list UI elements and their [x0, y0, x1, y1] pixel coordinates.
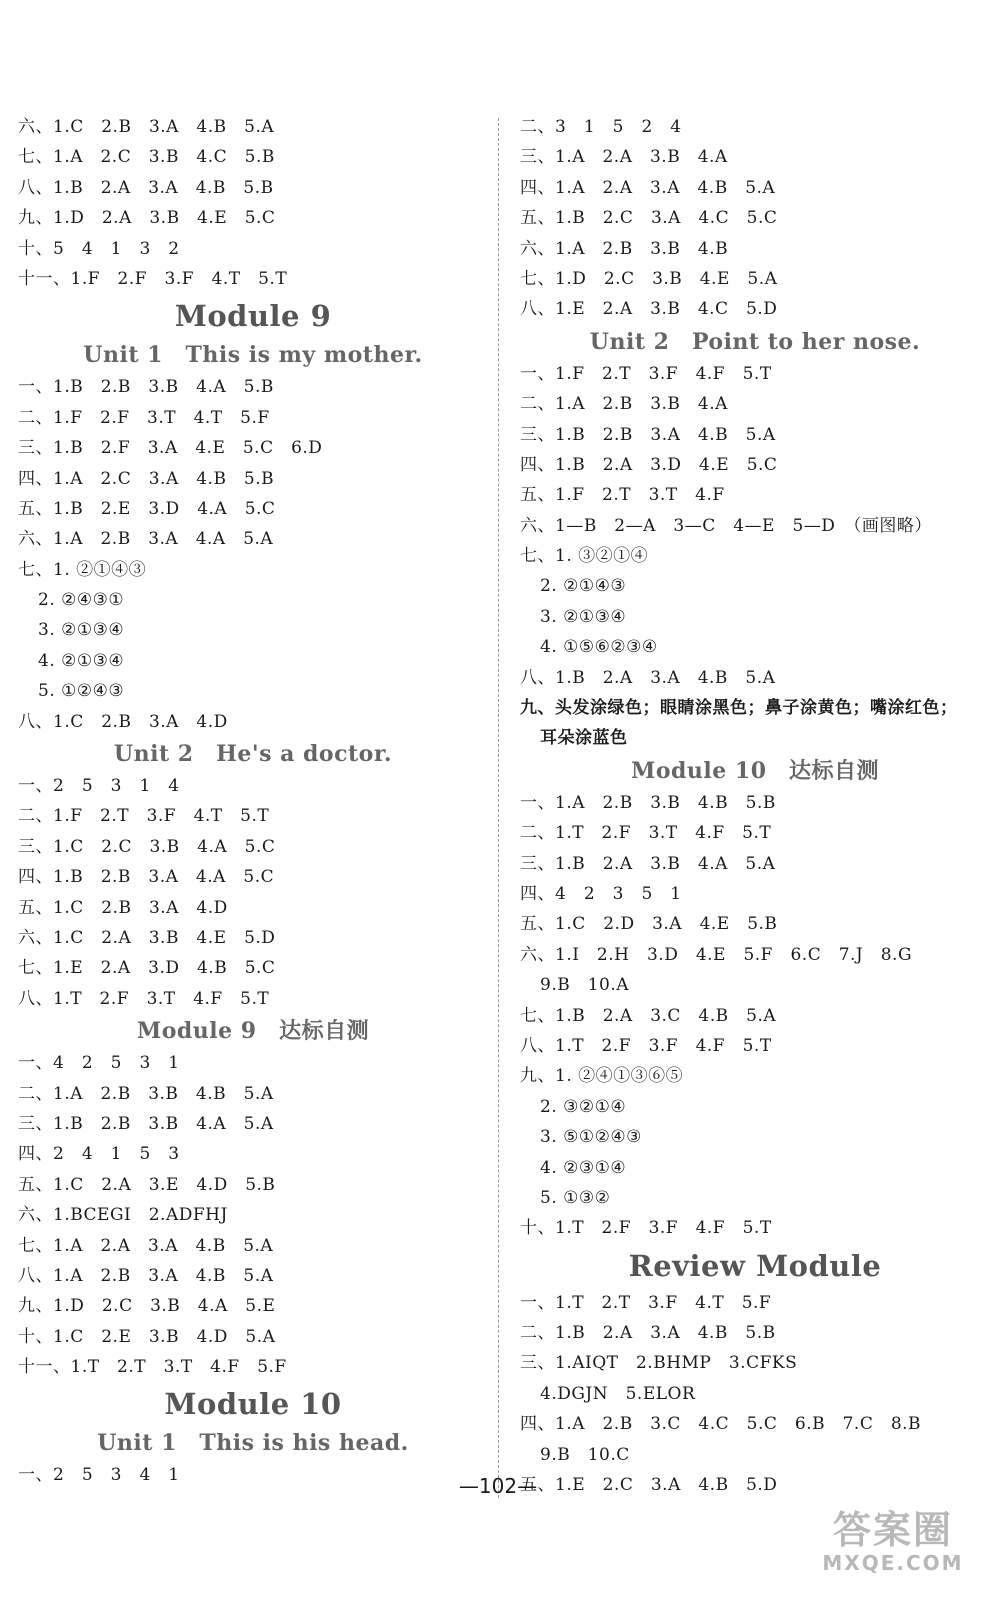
unit-heading: Module 9 达标自测 [136, 1018, 370, 1045]
answer-line-continued: 5. ①③② [540, 1187, 611, 1208]
answer-line: 五、1.C 2.A 3.E 4.D 5.B [18, 1174, 276, 1195]
answer-line: 七、1.A 2.A 3.A 4.B 5.A [18, 1235, 274, 1256]
answer-line: 七、1.E 2.A 3.D 4.B 5.C [18, 958, 276, 979]
answer-line: 四、1.A 2.C 3.A 4.B 5.B [18, 468, 275, 489]
answer-line: 三、1.C 2.C 3.B 4.A 5.C [18, 836, 276, 857]
answer-line: 五、1.B 2.E 3.D 4.A 5.C [18, 498, 276, 519]
answer-line: 三、1.B 2.F 3.A 4.E 5.C 6.D [18, 438, 323, 459]
right-answer-column [520, 112, 990, 1500]
answer-line: 二、1.A 2.B 3.B 4.A [520, 394, 728, 415]
answer-line: 二、1.B 2.A 3.A 4.B 5.B [520, 1323, 776, 1344]
answer-note-continued: 耳朵涂蓝色 [540, 728, 628, 749]
answer-line: 三、1.B 2.B 3.B 4.A 5.A [18, 1113, 274, 1134]
answer-line: 六、1.BCEGI 2.ADFHJ [18, 1205, 228, 1226]
answer-line: 五、1.C 2.B 3.A 4.D [18, 897, 228, 918]
answer-line: 一、1.F 2.T 3.F 4.F 5.T [520, 363, 772, 384]
answer-line: 八、1.T 2.F 3.F 4.F 5.T [520, 1035, 772, 1056]
answer-line: 六、1.C 2.B 3.A 4.B 5.A [18, 117, 275, 137]
unit-heading: Unit 2 Point to her nose. [589, 328, 921, 355]
answer-line-continued: 4. ①⑤⑥②③④ [540, 637, 658, 658]
answer-line: 二、1.F 2.F 3.T 4.T 5.F [18, 407, 270, 428]
answer-line: 八、1.B 2.A 3.A 4.B 5.A [520, 667, 776, 688]
answer-line: 六、1.C 2.A 3.B 4.E 5.D [18, 927, 276, 948]
unit-heading: Unit 2 He's a doctor. [113, 741, 393, 768]
watermark-logo [808, 1508, 978, 1578]
answer-line: 四、1.A 2.A 3.A 4.B 5.A [520, 177, 776, 198]
answer-line: 一、1.T 2.T 3.F 4.T 5.F [520, 1292, 772, 1313]
answer-line: 六、1—B 2—A 3—C 4—E 5—D （画图略） [520, 515, 932, 536]
answer-line: 四、4 2 3 5 1 [520, 883, 682, 904]
answer-line: 一、2 5 3 4 1 [18, 1465, 180, 1486]
answer-line-continued: 9.B 10.C [540, 1444, 630, 1465]
answer-line: 九、1.D 2.A 3.B 4.E 5.C [18, 208, 276, 229]
answer-line: 六、1.A 2.B 3.B 4.B [520, 238, 729, 259]
answer-line: 六、1.I 2.H 3.D 4.E 5.F 6.C 7.J 8.G [520, 944, 913, 965]
page-number: —102— [458, 1474, 538, 1498]
answer-line: 一、1.B 2.B 3.B 4.A 5.B [18, 377, 274, 398]
answer-line: 七、1. ②①④③ [18, 559, 147, 580]
answer-line-continued: 4. ②③①④ [540, 1157, 627, 1178]
column-divider [498, 118, 499, 1498]
answer-note: 九、头发涂绿色；眼睛涂黑色；鼻子涂黄色；嘴涂红色； [520, 698, 958, 719]
answer-line: 七、1.D 2.C 3.B 4.E 5.A [520, 268, 778, 289]
answer-line: 四、1.B 2.A 3.D 4.E 5.C [520, 454, 778, 475]
answer-line-continued: 4. ②①③④ [38, 650, 125, 671]
answer-line: 二、1.A 2.B 3.B 4.B 5.A [18, 1083, 274, 1104]
answer-line-continued: 2. ②①④③ [540, 576, 627, 597]
answer-line: 五、1.C 2.D 3.A 4.E 5.B [520, 914, 778, 935]
answer-line: 四、1.A 2.B 3.C 4.C 5.C 6.B 7.C 8.B [520, 1414, 922, 1435]
answer-line: 一、1.A 2.B 3.B 4.B 5.B [520, 792, 776, 813]
answer-line: 十、1.T 2.F 3.F 4.F 5.T [520, 1218, 772, 1239]
answer-line: 二、1.F 2.T 3.F 4.T 5.T [18, 806, 270, 827]
answer-line-continued: 3. ②①③④ [38, 620, 125, 641]
answer-line: 四、1.B 2.B 3.A 4.A 5.C [18, 867, 275, 888]
module-heading: Module 9 [174, 299, 332, 334]
answer-line: 三、1.AIQT 2.BHMP 3.CFKS [520, 1353, 798, 1374]
answer-line: 十、1.C 2.E 3.B 4.D 5.A [18, 1326, 276, 1347]
module-heading: Review Module [628, 1248, 882, 1283]
answer-line: 三、1.A 2.A 3.B 4.A [520, 147, 728, 168]
answer-line: 七、1.B 2.A 3.C 4.B 5.A [520, 1005, 777, 1026]
answer-line: 十一、1.T 2.T 3.T 4.F 5.F [18, 1357, 287, 1378]
answer-line-continued: 4.DGJN 5.ELOR [540, 1383, 696, 1404]
answer-line: 四、2 4 1 5 3 [18, 1144, 180, 1165]
answer-line: 一、2 5 3 1 4 [18, 776, 180, 797]
watermark-site: MXQE.COM [822, 1551, 964, 1575]
answer-line: 一、4 2 5 3 1 [18, 1053, 180, 1074]
answer-line: 十、5 4 1 3 2 [18, 238, 180, 259]
unit-heading: Unit 1 This is my mother. [83, 342, 423, 369]
answer-line-continued: 3. ⑤①②④③ [540, 1127, 642, 1148]
answer-line-continued: 2. ②④③① [38, 590, 125, 611]
answer-line: 九、1.D 2.C 3.B 4.A 5.E [18, 1296, 276, 1317]
answer-line: 五、1.F 2.T 3.T 4.F [520, 485, 725, 506]
left-answer-column [18, 112, 488, 1491]
unit-heading: Module 10 达标自测 [630, 757, 880, 784]
answer-line: 九、1. ②④①③⑥⑤ [520, 1066, 684, 1087]
answer-line: 七、1.A 2.C 3.B 4.C 5.B [18, 147, 275, 168]
answer-line: 十一、1.F 2.F 3.F 4.T 5.T [18, 268, 288, 289]
answer-line: 二、3 1 5 2 4 [520, 117, 682, 137]
answer-line: 七、1. ③②①④ [520, 546, 649, 567]
answer-line: 五、1.B 2.C 3.A 4.C 5.C [520, 208, 778, 229]
answer-line-continued: 9.B 10.A [540, 975, 630, 996]
answer-line: 八、1.B 2.A 3.A 4.B 5.B [18, 177, 274, 198]
answer-line: 八、1.E 2.A 3.B 4.C 5.D [520, 299, 778, 320]
answer-line: 五、1.E 2.C 3.A 4.B 5.D [520, 1475, 778, 1496]
answer-line-continued: 3. ②①③④ [540, 606, 627, 627]
answer-line: 三、1.B 2.A 3.B 4.A 5.A [520, 853, 776, 874]
unit-heading: Unit 1 This is his head. [97, 1430, 409, 1457]
answer-line-continued: 5. ①②④③ [38, 681, 125, 702]
answer-line: 八、1.T 2.F 3.T 4.F 5.T [18, 988, 270, 1009]
answer-line-continued: 2. ③②①④ [540, 1096, 627, 1117]
answer-line: 六、1.A 2.B 3.A 4.A 5.A [18, 529, 274, 550]
watermark-logo-text: 答案圈 [832, 1508, 953, 1552]
module-heading: Module 10 [164, 1387, 342, 1422]
answer-line: 八、1.A 2.B 3.A 4.B 5.A [18, 1265, 274, 1286]
answer-line: 二、1.T 2.F 3.T 4.F 5.T [520, 823, 772, 844]
answer-line: 三、1.B 2.B 3.A 4.B 5.A [520, 424, 776, 445]
answer-line: 八、1.C 2.B 3.A 4.D [18, 711, 228, 732]
